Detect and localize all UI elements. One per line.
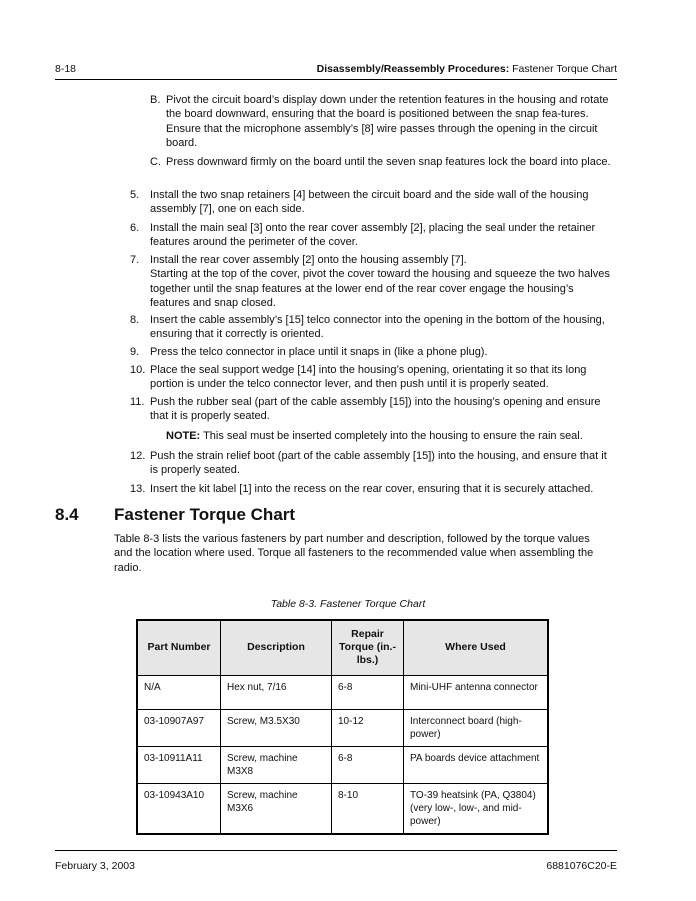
step-text	[150, 363, 612, 392]
step-text-line: Install the main seal [3] onto the rear cover assembly [2], placing the seal under the retainer features around the perimeter of the cover.	[150, 222, 596, 249]
table-cell: Screw, M3.5X30	[221, 709, 332, 746]
section-title: Fastener Torque Chart	[114, 505, 296, 524]
step-number: B.	[150, 94, 161, 106]
col-header: Repair Torque (in.-lbs.)	[332, 620, 404, 675]
footer-rule	[55, 850, 617, 851]
running-header	[317, 62, 617, 76]
step-text-line: Place the seal support wedge [14] into the housing’s opening, orientating it so that its long portion is under the telco connector lever, and then push until it is properly seated.	[150, 364, 587, 391]
table-cell: 03-10911A11	[137, 746, 221, 783]
step-text-line: Install the two snap retainers [4] between the circuit board and the side wall of the housing assembly [7], one on each side.	[150, 189, 589, 216]
step-number: 13.	[130, 483, 146, 495]
col-header: Description	[221, 620, 332, 675]
step-number: C.	[150, 156, 161, 168]
table-cell: 8-10	[332, 783, 404, 834]
step-text	[150, 345, 612, 359]
step-text	[150, 221, 612, 250]
table-cell: 6-8	[332, 746, 404, 783]
table-cell: 03-10907A97	[137, 709, 221, 746]
step-text	[150, 253, 612, 310]
table-cell: Hex nut, 7/16	[221, 675, 332, 709]
col-header: Part Number	[137, 620, 221, 675]
step-number: 11.	[130, 396, 145, 408]
table-cell: 6-8	[332, 675, 404, 709]
header-chapter: Disassembly/Reassembly Procedures:	[316, 63, 510, 75]
table-row	[137, 709, 548, 746]
step-number: 8.	[130, 314, 140, 326]
section-number: 8.4	[55, 505, 79, 524]
table-row	[137, 746, 548, 783]
step-text	[166, 93, 612, 150]
fastener-torque-table	[136, 619, 549, 835]
footer-date: February 3, 2003	[55, 860, 135, 872]
step-text-line: Insert the cable assembly’s [15] telco connector into the opening in the bottom of the housing, ensuring that it correctly is oriented.	[150, 314, 605, 341]
table-caption: Table 8-3. Fastener Torque Chart	[270, 598, 426, 610]
step-number: 12.	[130, 450, 146, 462]
step-text	[150, 449, 612, 478]
table-cell: N/A	[137, 675, 221, 709]
note	[166, 429, 583, 443]
table-cell: 03-10943A10	[137, 783, 221, 834]
table-cell: Screw, machine M3X6	[221, 783, 332, 834]
step-detail: Starting at the top of the cover, pivot the cover toward the housing and squeeze the two halves together until the snap features at the lower end of the rear cover engage the housing’s features and snap closed.	[150, 268, 610, 309]
col-header: Where Used	[404, 620, 549, 675]
step-number: 9.	[130, 346, 140, 358]
section-intro: Table 8-3 lists the various fasteners by part number and description, followed by the torque values and the location where used. Torque all fasteners to the recommended value when assembling the radio.	[114, 533, 594, 574]
table-row	[137, 783, 548, 834]
step-text-line: Insert the kit label [1] into the recess on the rear cover, ensuring that it is securely attached.	[150, 483, 594, 495]
table-cell: PA boards device attachment	[404, 746, 549, 783]
table-cell: TO-39 heatsink (PA, Q3804) (very low-, low-, and mid-power)	[404, 783, 549, 834]
step-text	[150, 188, 612, 217]
table-row	[137, 675, 548, 709]
step-number: 5.	[130, 189, 140, 201]
page-number: 8-18	[55, 63, 77, 75]
step-number: 6.	[130, 222, 140, 234]
table-cell: 10-12	[332, 709, 404, 746]
note-label: NOTE:	[166, 430, 201, 442]
step-text	[166, 155, 612, 169]
step-text	[150, 482, 612, 496]
step-text-line: Press downward firmly on the board until the seven snap features lock the board into place.	[166, 156, 611, 168]
note-text: This seal must be inserted completely into the housing to ensure the rain seal.	[200, 430, 583, 442]
header-rule	[55, 79, 617, 80]
footer-doc-number: 6881076C20-E	[546, 860, 617, 872]
step-text	[150, 395, 612, 424]
step-text-line: Push the rubber seal (part of the cable assembly [15]) into the housing’s opening and ensure that it is properly seated.	[150, 396, 601, 423]
table-cell: Mini-UHF antenna connector	[404, 675, 549, 709]
header-section: Fastener Torque Chart	[509, 63, 617, 75]
table-cell: Screw, machine M3X8	[221, 746, 332, 783]
step-number: 10.	[130, 364, 146, 376]
step-number: 7.	[130, 254, 140, 266]
step-text-line: Push the strain relief boot (part of the cable assembly [15]) into the housing, and ensure that it is properly seated.	[150, 450, 607, 477]
step-text-line: Install the rear cover assembly [2] onto the housing assembly [7].	[150, 254, 467, 266]
step-text	[150, 313, 612, 342]
step-text-line: Press the telco connector in place until it snaps in (like a phone plug).	[150, 346, 488, 358]
table-cell: Interconnect board (high-power)	[404, 709, 549, 746]
step-text-line: Pivot the circuit board’s display down under the retention features in the housing and rotate the board downward, ensuring that the board is positioned between the snap fea-tures. Ensure that the microphone assembly’s [8] wire passes through the opening in the circuit board.	[166, 94, 609, 149]
